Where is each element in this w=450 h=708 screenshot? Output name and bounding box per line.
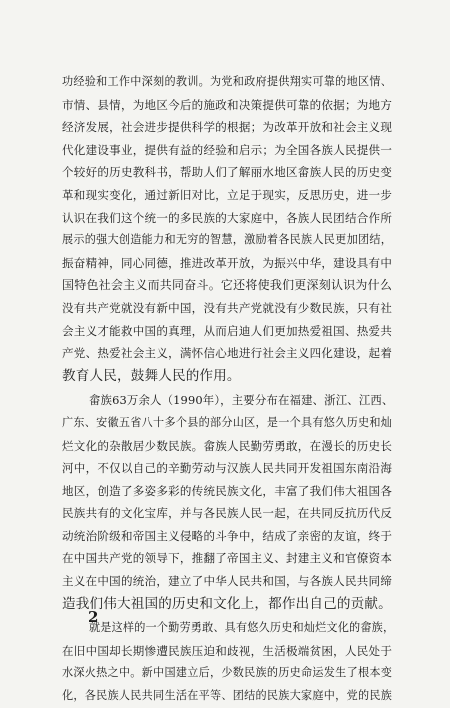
paragraph-3: [62, 617, 395, 707]
text-line: 地区，创造了多姿多彩的传统民族文化，丰富了我们伟大祖国各: [62, 483, 392, 498]
text-line: 畲族63万余人（1990年），主要分布在福建、浙江、江西、: [89, 393, 394, 408]
text-line: 动统治阶级和帝国主义侵略的斗争中，结成了亲密的友谊，终于: [62, 528, 392, 543]
text-line: 在中国共产党的领导下，推翻了帝国主义、封建主义和官僚资本: [62, 551, 392, 566]
text-line: 广东、安徽五省八十多个县的部分山区，是一个具有悠久历史和灿: [62, 415, 392, 429]
text-line: 化，各民族人民共同生活在平等、团结的民族大家庭中，党的民族: [62, 689, 392, 703]
text-line: 造我们伟大祖国的历史和文化上，都作出自己的贡献。: [62, 595, 392, 612]
page-number: 2: [88, 608, 99, 626]
text-line: 经济发展，社会进步提供科学的根据；为改革开放和社会主义现: [62, 120, 392, 135]
text-line: 国特色社会主义而共同奋斗。它还将使我们更深刻认识为什么: [62, 278, 392, 293]
paragraph-2: [62, 389, 392, 615]
text-line: 认识在我们这个统一的多民族的大家庭中，各族人民团结合作所: [62, 210, 392, 225]
body-text: [62, 71, 395, 708]
text-line: 振奋精神，同心同德，推进改革开放，为振兴中华，建设具有中: [62, 255, 392, 270]
text-line: 个较好的历史教科书，帮助人们了解丽水地区畲族人民的历史变: [62, 165, 392, 180]
text-line: 展示的强大创造能力和无穷的智慧，激励着各民族人民更加团结，: [62, 233, 392, 247]
text-line: 河中，不仅以自己的辛勤劳动与汉族人民共同开发祖国东南沿海: [62, 461, 392, 476]
text-line: 代化建设事业，提供有益的经验和启示；为全国各族人民提供一: [62, 142, 392, 157]
text-line: 革和现实变化，通过新旧对比，立足于现实，反思历史，进一步: [62, 187, 392, 202]
text-line: 教育人民，鼓舞人民的作用。: [62, 367, 241, 384]
text-line: 市情、县情，为地区今后的施政和决策提供可靠的依据；为地方: [62, 97, 392, 112]
text-line: 主义在中国的统治，建立了中华人民共和国，与各族人民共同缔: [62, 574, 392, 589]
text-line: 在旧中国却长期惨遭民族压迫和歧视，生活极端贫困，人民处于: [62, 643, 392, 658]
text-line: 民族共有的文化宝库，并与各民族人民一起，在共同反抗历代反: [62, 506, 392, 521]
text-line: 功经验和工作中深刻的教训。为党和政府提供翔实可靠的地区情、: [62, 75, 392, 88]
text-line: 产党、热爱社会主义，满怀信心地进行社会主义四化建设，起着: [62, 346, 392, 361]
text-line: 就是这样的一个勤劳勇敢、具有悠久历史和灿烂文化的畲族，: [89, 621, 395, 635]
paragraph-1: [62, 71, 392, 387]
text-line: 水深火热之中。新中国建立后，少数民族的历史命运发生了根本变: [62, 666, 392, 680]
text-line: 烂文化的杂散居少数民族。畲族人民勤劳勇敢，在漫长的历史长: [62, 438, 392, 453]
text-line: 没有共产党就没有新中国，没有共产党就没有少数民族，只有社: [62, 300, 392, 315]
text-line: 会主义才能救中国的真理，从而启迪人们更加热爱祖国、热爱共: [62, 323, 392, 338]
